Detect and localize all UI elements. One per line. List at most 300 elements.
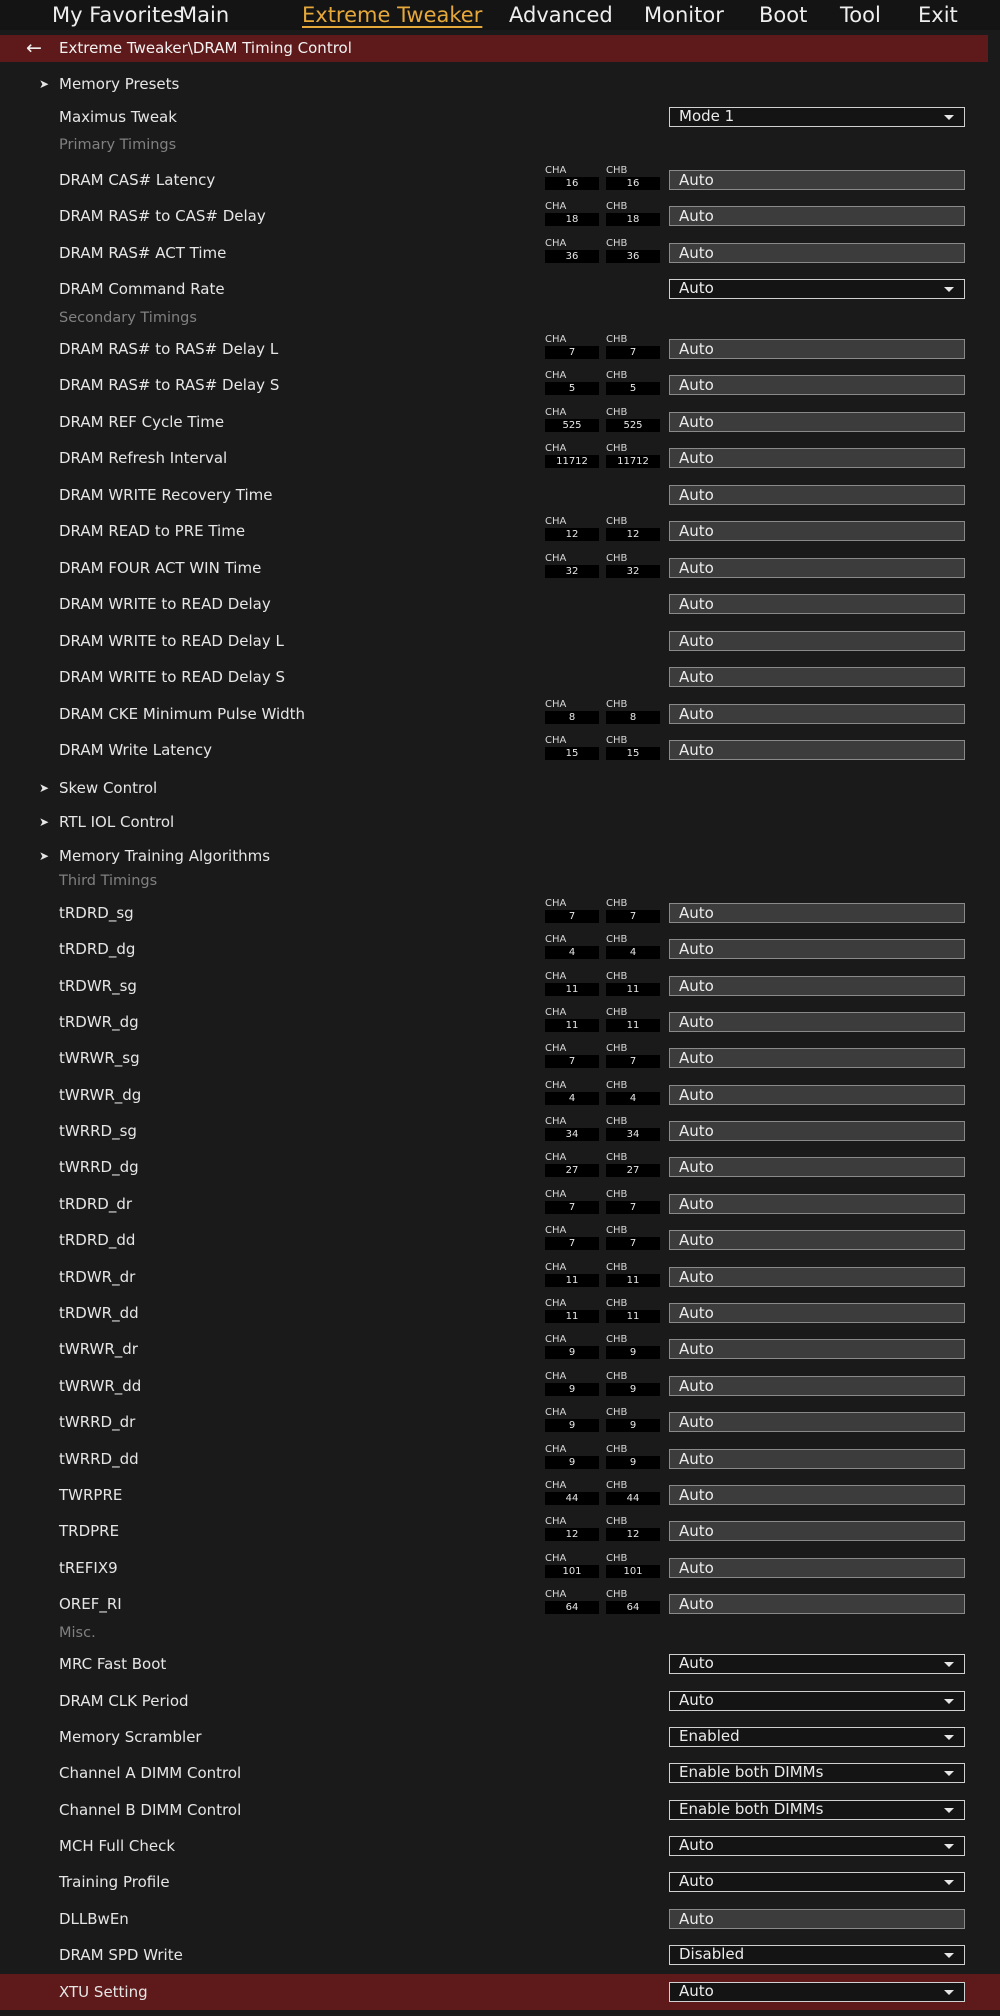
dram-ras-to-ras-delay-l-input[interactable]: Auto [669,339,965,359]
chevron-down-icon [944,115,954,120]
channel-b-label: CHB [606,443,628,454]
channel-b-readout [606,238,660,268]
channel-a-readout [545,1225,599,1255]
setting-label: tRDRD_dr [59,1195,133,1213]
channel-a-readout [545,1152,599,1182]
dram-ras-to-ras-delay-s-input[interactable]: Auto [669,375,965,395]
channel-b-value: 9 [606,1383,660,1396]
channel-b-readout [606,1480,660,1510]
trdwr-dg-input[interactable]: Auto [669,1012,965,1032]
channel-a-readout [545,553,599,583]
tab-main[interactable]: Main [179,3,230,27]
setting-row-dram-write-recovery-time [0,477,1000,513]
setting-row-memory-presets[interactable] [0,66,1000,102]
channel-a-label: CHA [545,1553,567,1564]
setting-label: DRAM REF Cycle Time [59,413,225,431]
channel-a-value: 11712 [545,455,599,468]
channel-a-label: CHA [545,1225,567,1236]
channel-b-value: 9 [606,1456,660,1469]
channel-a-label: CHA [545,1152,567,1163]
twrrd-dg-input[interactable]: Auto [669,1157,965,1177]
setting-label: DRAM WRITE to READ Delay S [59,668,286,686]
chevron-down-icon [944,1953,954,1958]
channel-a-value: 18 [545,213,599,226]
channel-a-value: 4 [545,1092,599,1105]
channel-a-label: CHA [545,971,567,982]
tab-boot[interactable]: Boot [759,3,808,27]
channel-b-readout [606,1407,660,1437]
setting-row-dram-ref-cycle-time [0,404,1000,440]
channel-a-readout [545,1516,599,1546]
oref-ri-input[interactable]: Auto [669,1594,965,1614]
channel-b-value: 36 [606,250,660,263]
setting-row-dram-write-to-read-delay-s [0,659,1000,695]
trdrd-dd-input[interactable]: Auto [669,1230,965,1250]
channel-a-value: 32 [545,565,599,578]
channel-b-readout [606,370,660,400]
setting-label: tRDRD_sg [59,904,134,922]
setting-row-twrwr-dr [0,1331,1000,1367]
setting-label: Channel A DIMM Control [59,1764,242,1782]
setting-row-skew-control[interactable] [0,770,1000,806]
channel-b-readout [606,1152,660,1182]
channel-b-value: 11 [606,1310,660,1323]
tab-exit[interactable]: Exit [918,3,958,27]
channel-b-readout [606,1371,660,1401]
channel-a-readout [545,1116,599,1146]
channel-b-value: 44 [606,1492,660,1505]
channel-a-label: CHA [545,1080,567,1091]
channel-b-label: CHB [606,1298,628,1309]
top-menu-bar [0,0,1000,30]
section-primary-timings [0,132,1000,159]
setting-label: tRDRD_dg [59,940,136,958]
channel-b-label: CHB [606,1225,628,1236]
dram-write-recovery-time-input[interactable]: Auto [669,485,965,505]
channel-a-value: 16 [545,177,599,190]
channel-b-readout [606,898,660,928]
setting-row-mrc-fast-boot [0,1646,1000,1682]
channel-b-value: 18 [606,213,660,226]
channel-a-value: 8 [545,711,599,724]
channel-a-readout [545,1553,599,1583]
setting-row-oref-ri [0,1586,1000,1622]
setting-row-twrwr-sg [0,1040,1000,1076]
setting-label: DRAM SPD Write [59,1946,183,1964]
channel-b-value: 11 [606,983,660,996]
channel-b-label: CHB [606,1444,628,1455]
mch-full-check-select[interactable] [669,1836,965,1856]
channel-b-value: 101 [606,1565,660,1578]
channel-a-value: 5 [545,382,599,395]
dram-command-rate-select[interactable] [669,279,965,299]
trdrd-dr-input[interactable]: Auto [669,1194,965,1214]
channel-b-value: 32 [606,565,660,578]
setting-row-memory-scrambler [0,1719,1000,1755]
channel-a-readout [545,699,599,729]
channel-a-label: CHA [545,1116,567,1127]
section-secondary-timings [0,305,1000,332]
trdwr-dr-input[interactable]: Auto [669,1267,965,1287]
setting-label: tWRRD_dr [59,1413,136,1431]
select-value: Auto [679,1836,714,1854]
channel-b-label: CHB [606,1189,628,1200]
channel-a-readout [545,1480,599,1510]
channel-b-label: CHB [606,1553,628,1564]
setting-row-twrwr-dd [0,1368,1000,1404]
submenu-arrow-icon: ➤ [39,849,50,863]
setting-label: tWRRD_dd [59,1450,139,1468]
setting-label: Memory Training Algorithms [59,847,271,865]
channel-a-readout [545,1189,599,1219]
submenu-arrow-icon: ➤ [39,815,50,829]
setting-row-channel-a-dimm-control [0,1755,1000,1791]
channel-a-value: 7 [545,1237,599,1250]
back-arrow-icon[interactable]: ← [26,37,42,59]
breadcrumb-path: Extreme Tweaker\DRAM Timing Control [59,39,352,57]
setting-label: MRC Fast Boot [59,1655,167,1673]
dram-refresh-interval-input[interactable]: Auto [669,448,965,468]
channel-b-label: CHB [606,1152,628,1163]
channel-a-label: CHA [545,934,567,945]
select-value: Mode 1 [679,107,735,125]
channel-b-readout [606,934,660,964]
channel-a-readout [545,1007,599,1037]
channel-b-label: CHB [606,1116,628,1127]
setting-label: DRAM WRITE Recovery Time [59,486,273,504]
setting-row-trdrd-dg [0,931,1000,967]
setting-row-trdpre [0,1513,1000,1549]
channel-b-label: CHB [606,516,628,527]
channel-b-value: 64 [606,1601,660,1614]
channel-b-readout [606,971,660,1001]
setting-label: TWRPRE [59,1486,123,1504]
channel-b-readout [606,443,660,473]
setting-label: MCH Full Check [59,1837,176,1855]
setting-row-trdwr-dg [0,1004,1000,1040]
channel-b-readout [606,1043,660,1073]
breadcrumb [0,35,988,62]
maximus-tweak-select[interactable] [669,107,965,127]
trdrd-dg-input[interactable]: Auto [669,939,965,959]
twrrd-sg-input[interactable]: Auto [669,1121,965,1141]
channel-a-readout [545,1043,599,1073]
tab-advanced[interactable]: Advanced [509,3,613,27]
trdrd-sg-input[interactable]: Auto [669,903,965,923]
setting-row-rtl-iol-control[interactable] [0,804,1000,840]
channel-a-readout [545,1407,599,1437]
setting-label: OREF_RI [59,1595,122,1613]
chevron-down-icon [944,1662,954,1667]
setting-label: Memory Scrambler [59,1728,202,1746]
twrwr-dg-input[interactable]: Auto [669,1085,965,1105]
channel-a-value: 9 [545,1456,599,1469]
channel-b-label: CHB [606,1262,628,1273]
dram-four-act-win-time-input[interactable]: Auto [669,558,965,578]
channel-b-readout [606,1225,660,1255]
channel-a-value: 11 [545,1274,599,1287]
channel-a-label: CHA [545,165,567,176]
section-title: Third Timings [59,873,158,889]
channel-a-readout [545,1298,599,1328]
select-value: Disabled [679,1945,745,1963]
channel-a-readout [545,334,599,364]
setting-label: DRAM FOUR ACT WIN Time [59,559,262,577]
dram-cas-latency-input[interactable]: Auto [669,170,965,190]
channel-b-value: 7 [606,1055,660,1068]
channel-b-value: 16 [606,177,660,190]
twrwr-dr-input[interactable]: Auto [669,1339,965,1359]
channel-a-readout [545,443,599,473]
dram-write-to-read-delay-l-input[interactable]: Auto [669,631,965,651]
channel-b-readout [606,1516,660,1546]
setting-row-xtu-setting [0,1974,1000,2010]
channel-b-label: CHB [606,407,628,418]
channel-a-label: CHA [545,407,567,418]
channel-a-label: CHA [545,1589,567,1600]
channel-b-readout [606,699,660,729]
dram-write-to-read-delay-s-input[interactable]: Auto [669,667,965,687]
submenu-arrow-icon: ➤ [39,77,50,91]
chevron-down-icon [944,1880,954,1885]
trdwr-dd-input[interactable]: Auto [669,1303,965,1323]
setting-row-dram-ras-to-ras-delay-s [0,367,1000,403]
channel-b-value: 11 [606,1274,660,1287]
section-misc [0,1620,1000,1647]
channel-b-label: CHB [606,238,628,249]
channel-a-label: CHA [545,1334,567,1345]
channel-a-readout [545,735,599,765]
setting-label: tRDWR_dg [59,1013,139,1031]
tab-my-favorites[interactable]: My Favorites [52,3,185,27]
channel-a-readout [545,407,599,437]
channel-a-readout [545,1262,599,1292]
tab-monitor[interactable]: Monitor [644,3,724,27]
setting-label: tWRRD_dg [59,1158,139,1176]
dram-ras-act-time-input[interactable]: Auto [669,243,965,263]
setting-label: tWRWR_dd [59,1377,142,1395]
trefix9-input[interactable]: Auto [669,1558,965,1578]
chevron-down-icon [944,1990,954,1995]
section-title: Secondary Timings [59,310,197,326]
trdpre-input[interactable]: Auto [669,1521,965,1541]
setting-row-twrrd-dg [0,1149,1000,1185]
channel-a-value: 34 [545,1128,599,1141]
channel-a-label: CHA [545,1298,567,1309]
setting-row-trefix9 [0,1550,1000,1586]
channel-b-readout [606,334,660,364]
setting-label: DRAM RAS# to CAS# Delay [59,207,266,225]
channel-b-value: 4 [606,946,660,959]
channel-b-value: 34 [606,1128,660,1141]
channel-a-label: CHA [545,334,567,345]
channel-a-value: 36 [545,250,599,263]
channel-a-readout [545,1589,599,1619]
tab-tool[interactable]: Tool [840,3,881,27]
setting-row-trdrd-dd [0,1222,1000,1258]
setting-row-trdrd-dr [0,1186,1000,1222]
setting-row-dram-read-to-pre-time [0,513,1000,549]
channel-b-readout [606,553,660,583]
channel-a-value: 12 [545,528,599,541]
channel-b-value: 27 [606,1164,660,1177]
setting-row-dram-ras-act-time [0,235,1000,271]
channel-b-value: 525 [606,419,660,432]
dllbwen-input[interactable]: Auto [669,1909,965,1929]
twrwr-dd-input[interactable]: Auto [669,1376,965,1396]
setting-label: DRAM Refresh Interval [59,449,228,467]
channel-b-value: 9 [606,1419,660,1432]
channel-a-label: CHA [545,1444,567,1455]
channel-b-label: CHB [606,370,628,381]
channel-b-value: 7 [606,910,660,923]
setting-label: DRAM CLK Period [59,1692,189,1710]
channel-a-value: 7 [545,910,599,923]
twrrd-dd-input[interactable]: Auto [669,1449,965,1469]
submenu-arrow-icon: ➤ [39,781,50,795]
channel-a-value: 9 [545,1383,599,1396]
setting-row-maximus-tweak [0,99,1000,135]
channel-a-label: CHA [545,699,567,710]
channel-a-readout [545,1371,599,1401]
channel-b-label: CHB [606,971,628,982]
chevron-down-icon [944,1771,954,1776]
setting-label: Maximus Tweak [59,108,177,126]
select-value: Auto [679,1872,714,1890]
trdwr-sg-input[interactable]: Auto [669,976,965,996]
channel-a-value: 11 [545,1310,599,1323]
channel-b-value: 7 [606,1201,660,1214]
setting-label: DRAM READ to PRE Time [59,522,246,540]
setting-label: DRAM RAS# ACT Time [59,244,227,262]
tab-extreme-tweaker[interactable]: Extreme Tweaker [302,3,483,27]
setting-label: DRAM Command Rate [59,280,225,298]
select-value: Auto [679,1691,714,1709]
dram-read-to-pre-time-input[interactable]: Auto [669,521,965,541]
channel-a-readout [545,1444,599,1474]
channel-a-readout [545,201,599,231]
channel-b-label: CHB [606,165,628,176]
setting-row-trdwr-dd [0,1295,1000,1331]
setting-label: tRDWR_dr [59,1268,136,1286]
twrwr-sg-input[interactable]: Auto [669,1048,965,1068]
channel-b-readout [606,1189,660,1219]
twrrd-dr-input[interactable]: Auto [669,1412,965,1432]
channel-b-readout [606,1444,660,1474]
channel-a-value: 9 [545,1419,599,1432]
setting-label: RTL IOL Control [59,813,175,831]
channel-b-value: 7 [606,1237,660,1250]
channel-b-value: 7 [606,346,660,359]
setting-row-twrpre [0,1477,1000,1513]
channel-a-readout [545,370,599,400]
channel-a-readout [545,898,599,928]
channel-a-readout [545,238,599,268]
channel-a-value: 27 [545,1164,599,1177]
channel-a-readout [545,1080,599,1110]
select-value: Enabled [679,1727,740,1745]
select-value: Auto [679,1982,714,2000]
select-value: Auto [679,1654,714,1672]
setting-row-channel-b-dimm-control [0,1792,1000,1828]
chevron-down-icon [944,1844,954,1849]
section-third-timings [0,868,1000,895]
setting-row-dram-write-latency [0,732,1000,768]
channel-a-value: 11 [545,1019,599,1032]
setting-row-twrrd-dr [0,1404,1000,1440]
memory-scrambler-select[interactable] [669,1727,965,1747]
mrc-fast-boot-select[interactable] [669,1654,965,1674]
channel-b-label: CHB [606,898,628,909]
channel-a-label: CHA [545,370,567,381]
channel-b-label: CHB [606,934,628,945]
setting-label: tRDWR_sg [59,977,137,995]
channel-a-label: CHA [545,898,567,909]
xtu-setting-select[interactable] [669,1982,965,2002]
channel-b-value: 5 [606,382,660,395]
setting-label: Training Profile [59,1873,170,1891]
dram-spd-write-select[interactable] [669,1945,965,1965]
setting-row-twrwr-dg [0,1077,1000,1113]
channel-b-label: CHB [606,1589,628,1600]
dram-write-to-read-delay-input[interactable]: Auto [669,594,965,614]
dram-ref-cycle-time-input[interactable]: Auto [669,412,965,432]
setting-label: DRAM Write Latency [59,741,212,759]
section-title: Misc. [59,1625,96,1641]
dram-cke-minimum-pulse-width-input[interactable]: Auto [669,704,965,724]
channel-a-readout [545,165,599,195]
channel-a-dimm-control-select[interactable] [669,1763,965,1783]
chevron-down-icon [944,1735,954,1740]
channel-b-label: CHB [606,735,628,746]
channel-a-label: CHA [545,1371,567,1382]
channel-b-readout [606,1589,660,1619]
setting-label: tRDRD_dd [59,1231,136,1249]
setting-label: DRAM WRITE to READ Delay L [59,632,284,650]
channel-b-label: CHB [606,699,628,710]
setting-label: tREFIX9 [59,1559,118,1577]
setting-row-mch-full-check [0,1828,1000,1864]
setting-label: Channel B DIMM Control [59,1801,242,1819]
channel-a-value: 7 [545,346,599,359]
channel-b-dimm-control-select[interactable] [669,1800,965,1820]
channel-a-label: CHA [545,1262,567,1273]
twrpre-input[interactable]: Auto [669,1485,965,1505]
training-profile-select[interactable] [669,1872,965,1892]
channel-b-label: CHB [606,201,628,212]
select-value: Auto [679,279,714,297]
channel-a-label: CHA [545,1516,567,1527]
dram-ras-to-cas-delay-input[interactable]: Auto [669,206,965,226]
setting-label: tWRRD_sg [59,1122,137,1140]
channel-b-readout [606,165,660,195]
setting-row-dram-ras-to-cas-delay [0,198,1000,234]
chevron-down-icon [944,1699,954,1704]
setting-label: DRAM RAS# to RAS# Delay S [59,376,280,394]
channel-b-readout [606,1298,660,1328]
channel-a-value: 15 [545,747,599,760]
channel-b-value: 11 [606,1019,660,1032]
setting-label: DLLBwEn [59,1910,129,1928]
dram-clk-period-select[interactable] [669,1691,965,1711]
channel-b-label: CHB [606,334,628,345]
dram-write-latency-input[interactable]: Auto [669,740,965,760]
setting-row-dram-write-to-read-delay [0,586,1000,622]
channel-b-readout [606,1262,660,1292]
setting-label: tWRWR_dg [59,1086,142,1104]
channel-b-value: 15 [606,747,660,760]
channel-b-label: CHB [606,1480,628,1491]
